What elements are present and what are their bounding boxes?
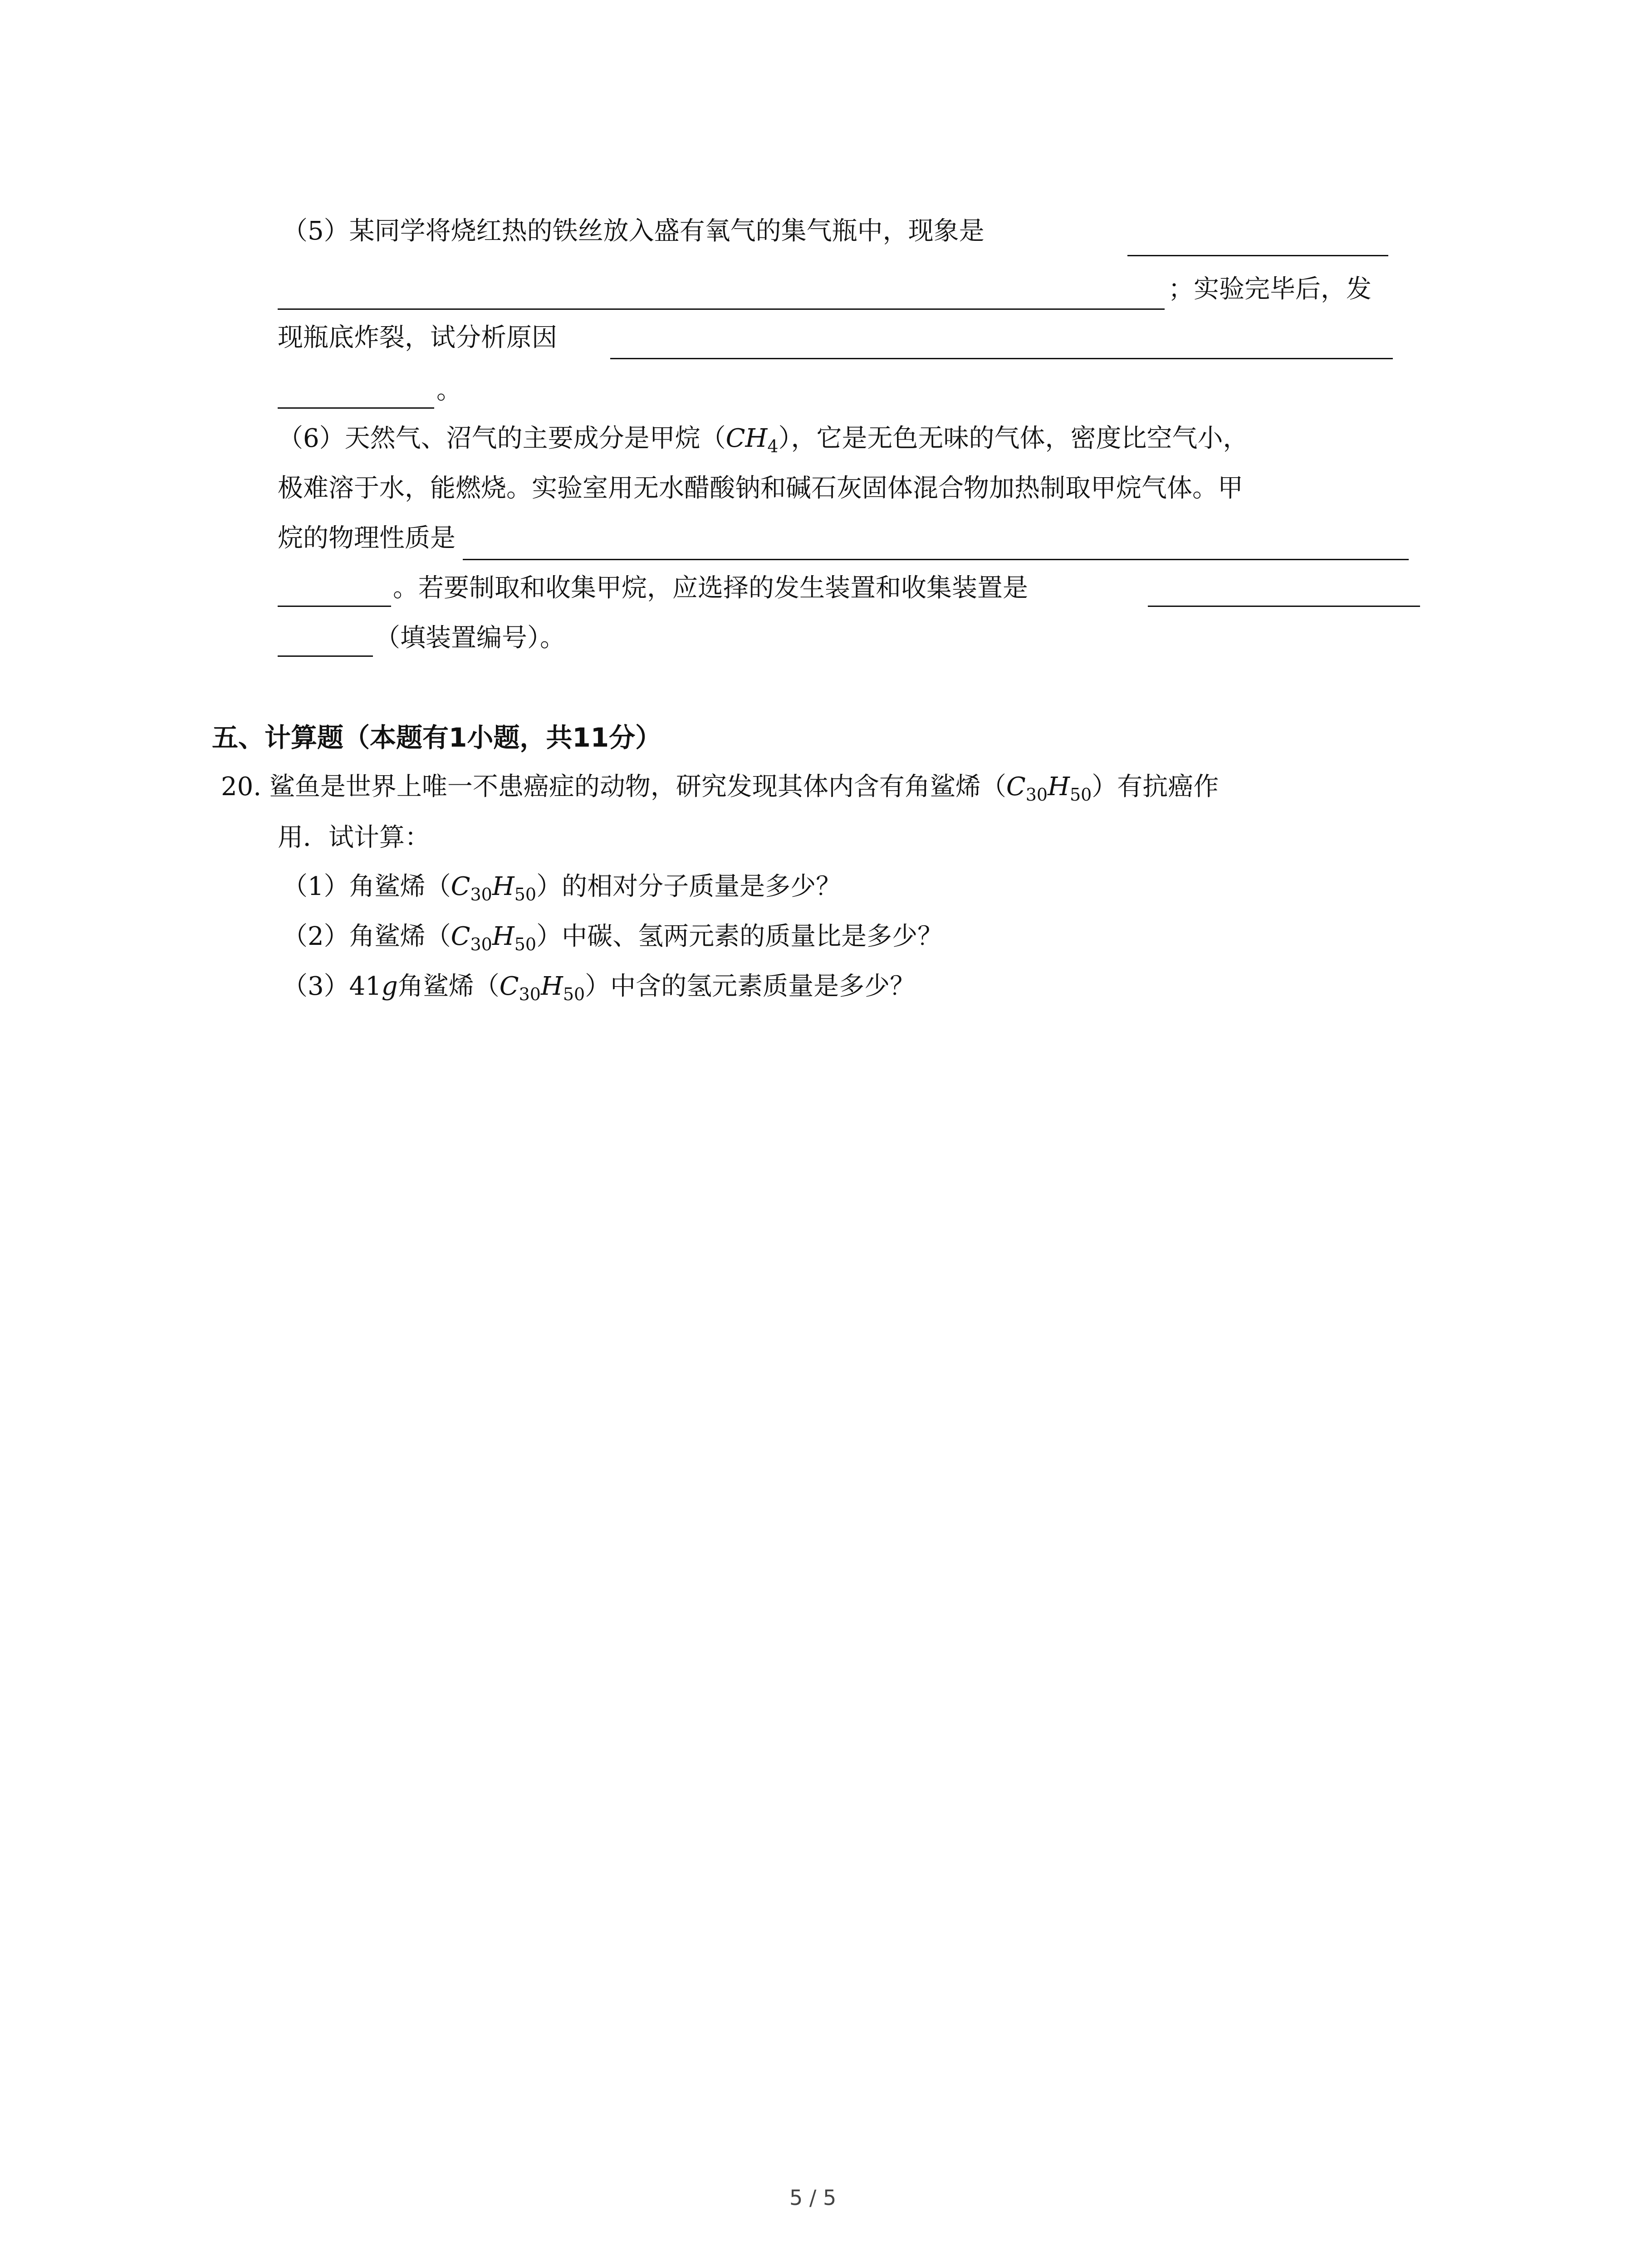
answer-blank[interactable] [610, 358, 1393, 359]
q19-5-line3 [278, 322, 557, 354]
q19-5-line1 [282, 215, 985, 247]
section-title: 五、计算题（本题有1小题，共11分） [212, 722, 662, 753]
q19-5-line4 [436, 375, 462, 406]
squalene-formula [451, 872, 537, 904]
answer-blank[interactable] [278, 606, 391, 607]
q20-sub1-post: ）的相对分子质量是多少？ [536, 872, 842, 901]
q20-sub3-pre: （3）41 [282, 972, 382, 1001]
answer-blank[interactable] [1148, 606, 1420, 607]
q20-stem-line2 [278, 822, 430, 854]
squalene-formula [499, 972, 585, 1004]
formula-c-sub: 30 [519, 984, 541, 1004]
squalene-formula [1006, 772, 1092, 805]
q19-6-text1a: （6）天然气、沼气的主要成分是甲烷（ [278, 424, 726, 453]
formula-h-sub: 50 [563, 984, 585, 1004]
formula-h: H [1048, 772, 1070, 802]
formula-h: H [540, 972, 563, 1001]
methane-formula [725, 424, 779, 456]
answer-blank[interactable] [278, 407, 434, 409]
answer-blank[interactable] [463, 559, 1409, 560]
q19-6-text2: 极难溶于水，能燃烧。实验室用无水醋酸钠和碱石灰固体混合物加热制取甲烷气体。甲 [278, 474, 1243, 503]
q19-5-text2: ；实验完毕后，发 [1168, 274, 1372, 304]
q19-5-text1: （5）某同学将烧红热的铁丝放入盛有氧气的集气瓶中，现象是 [282, 216, 985, 246]
formula-h: H [492, 922, 514, 951]
methane-formula-sub: 4 [767, 436, 779, 456]
squalene-formula [451, 922, 537, 954]
q19-5-text4: 。 [436, 376, 462, 405]
q19-5-line2 [1168, 274, 1372, 305]
q19-6-text5: （填装置编号）。 [375, 623, 565, 653]
q20-sub2 [282, 921, 943, 953]
gram-unit: g [381, 972, 398, 1001]
formula-c: C [1006, 772, 1026, 802]
formula-c-sub: 30 [470, 934, 492, 954]
methane-formula-main: CH [725, 424, 768, 453]
formula-h: H [492, 872, 514, 901]
q20-stem-text2: 用．试计算： [278, 823, 430, 852]
formula-c-sub: 30 [470, 885, 492, 904]
q20-sub3-mid: 角鲨烯（ [397, 972, 500, 1001]
answer-blank[interactable] [1127, 255, 1388, 256]
formula-h-sub: 50 [514, 885, 537, 904]
q19-6-line3 [278, 523, 456, 554]
formula-c-sub: 30 [1025, 785, 1048, 805]
q19-6-line5 [375, 622, 565, 654]
q20-sub2-pre: （2）角鲨烯（ [282, 922, 451, 951]
q20-stem-text1: 鲨鱼是世界上唯一不患癌症的动物，研究发现其体内含有角鲨烯（ [269, 772, 1006, 802]
formula-h-sub: 50 [1069, 785, 1092, 805]
q20-stem-text1b: ）有抗癌作 [1092, 772, 1219, 802]
formula-c: C [499, 972, 519, 1001]
q20-sub3 [282, 971, 915, 1002]
q19-6-text4: 。若要制取和收集甲烷，应选择的发生装置和收集装置是 [393, 573, 1028, 603]
page-number-text: 5 / 5 [789, 2185, 837, 2210]
q19-5-text3: 现瓶底炸裂，试分析原因 [278, 323, 557, 352]
q19-6-line2 [278, 473, 1243, 504]
q20-sub1-pre: （1）角鲨烯（ [282, 872, 451, 901]
q19-6-line4 [393, 572, 1028, 604]
formula-h-sub: 50 [514, 934, 537, 954]
section-heading [212, 721, 661, 754]
q19-6-text1b: ），它是无色无味的气体，密度比空气小， [778, 424, 1249, 453]
q20-sub2-post: ）中碳、氢两元素的质量比是多少？ [536, 922, 943, 951]
answer-blank[interactable] [278, 308, 1165, 310]
answer-blank[interactable] [278, 655, 373, 657]
q20-number: 20. [221, 772, 262, 802]
formula-c: C [451, 872, 470, 901]
q19-6-line1 [278, 423, 1249, 455]
q20-stem-line1 [221, 771, 1219, 803]
page-number [789, 2185, 836, 2210]
q20-sub1 [282, 871, 841, 903]
q19-6-text3: 烷的物理性质是 [278, 523, 456, 553]
formula-c: C [451, 922, 470, 951]
q20-sub3-post: ）中含的氢元素质量是多少？ [585, 972, 916, 1001]
